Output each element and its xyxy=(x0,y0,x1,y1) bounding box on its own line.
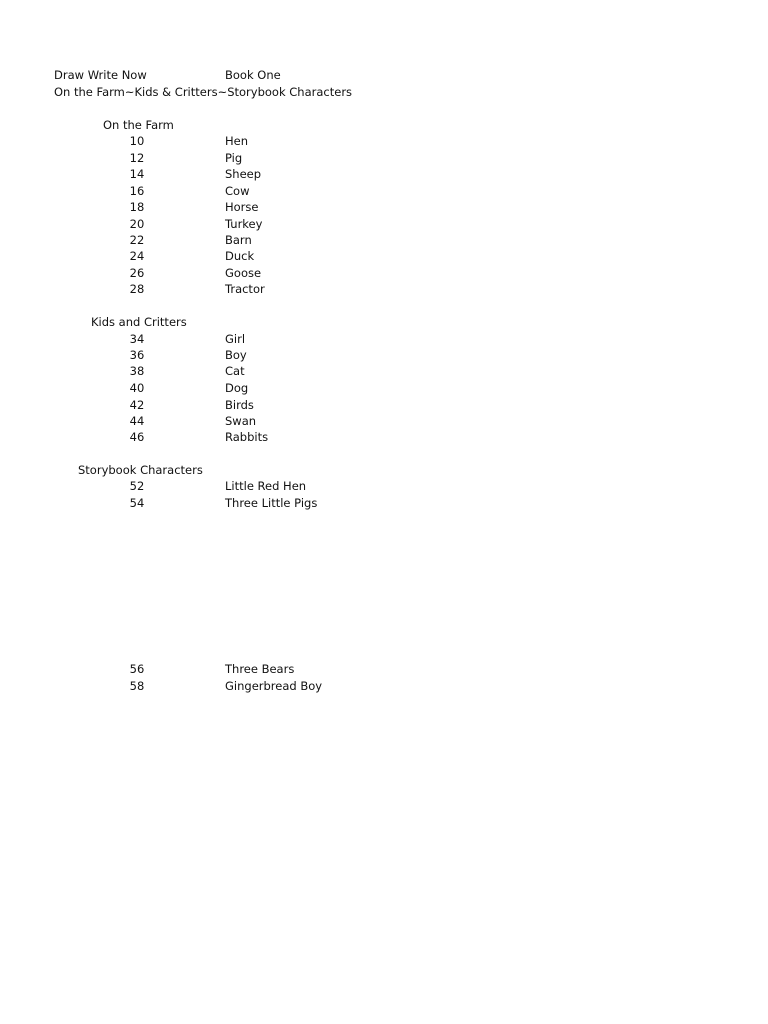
page-number: 44 xyxy=(129,414,145,428)
section-heading: Kids and Critters xyxy=(91,315,187,329)
item-name: Three Little Pigs xyxy=(225,496,318,510)
page-number: 18 xyxy=(129,200,145,214)
page-number: 36 xyxy=(129,348,145,362)
page-number: 40 xyxy=(129,381,145,395)
item-name: Three Bears xyxy=(225,662,295,676)
item-name: Dog xyxy=(225,381,249,395)
page-number: 22 xyxy=(129,233,145,247)
page-number: 20 xyxy=(129,217,145,231)
document-title: Draw Write Now xyxy=(54,68,147,82)
document-subtitle: On the Farm~Kids & Critters~Storybook Characters xyxy=(54,85,353,99)
section-heading: On the Farm xyxy=(103,118,174,132)
page-number: 46 xyxy=(129,430,145,444)
page-number: 42 xyxy=(129,398,145,412)
item-name: Turkey xyxy=(225,217,263,231)
page-number: 26 xyxy=(129,266,145,280)
item-name: Goose xyxy=(225,266,262,280)
item-name: Tractor xyxy=(225,282,265,296)
page-number: 34 xyxy=(129,332,145,346)
item-name: Girl xyxy=(225,332,246,346)
item-name: Cat xyxy=(225,364,245,378)
item-name: Cow xyxy=(225,184,250,198)
book-label: Book One xyxy=(225,68,281,82)
item-name: Barn xyxy=(225,233,252,247)
page-number: 12 xyxy=(129,151,145,165)
item-name: Pig xyxy=(225,151,243,165)
page-number: 14 xyxy=(129,167,145,181)
page-number: 38 xyxy=(129,364,145,378)
item-name: Gingerbread Boy xyxy=(225,679,323,693)
page-number: 54 xyxy=(129,496,145,510)
item-name: Boy xyxy=(225,348,247,362)
item-name: Duck xyxy=(225,249,255,263)
item-name: Little Red Hen xyxy=(225,479,307,493)
page-number: 28 xyxy=(129,282,145,296)
page-number: 58 xyxy=(129,679,145,693)
item-name: Rabbits xyxy=(225,430,269,444)
item-name: Birds xyxy=(225,398,254,412)
item-name: Hen xyxy=(225,134,249,148)
item-name: Sheep xyxy=(225,167,262,181)
item-name: Horse xyxy=(225,200,259,214)
page-number: 10 xyxy=(129,134,145,148)
section-heading: Storybook Characters xyxy=(78,463,203,477)
item-name: Swan xyxy=(225,414,257,428)
page-number: 24 xyxy=(129,249,145,263)
page-number: 56 xyxy=(129,662,145,676)
page-number: 16 xyxy=(129,184,145,198)
page-number: 52 xyxy=(129,479,145,493)
